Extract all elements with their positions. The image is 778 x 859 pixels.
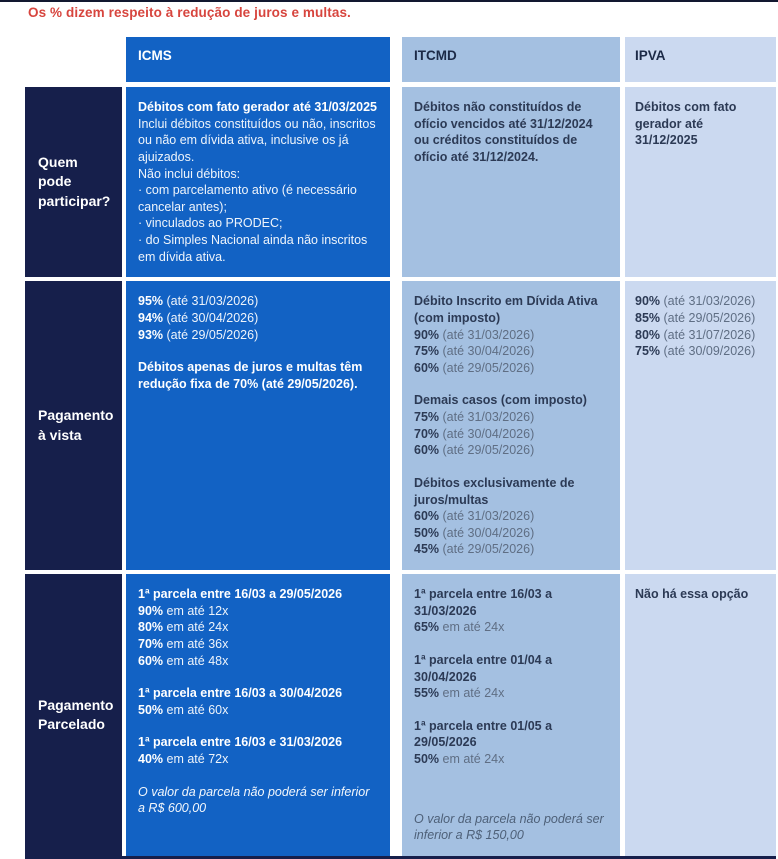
tax-comparison-table	[25, 37, 776, 856]
text-run: 50%	[414, 525, 440, 540]
table-row	[25, 574, 776, 856]
text-run: Inclui débitos constituídos ou não, inscritos ou não em dívida ativa, inclusive os já ajuizados.	[138, 116, 376, 164]
text-line	[635, 99, 768, 149]
text-line	[138, 293, 378, 310]
text-run: 1ª parcela entre 01/05 a 29/05/2026	[414, 718, 553, 750]
text-line	[414, 99, 608, 166]
text-line	[138, 636, 378, 653]
text-run: 93%	[138, 327, 164, 342]
column-header-itcmd: ITCMD	[402, 37, 620, 82]
text-run: Não há essa opção	[635, 587, 749, 601]
text-run: (até 30/04/2026)	[439, 426, 535, 441]
text-line	[138, 685, 378, 702]
text-run: 70%	[138, 636, 164, 651]
cell-ipva	[625, 87, 776, 277]
text-run: em até 48x	[163, 653, 229, 668]
text-run: 90%	[635, 294, 661, 309]
text-run: 70%	[414, 426, 440, 441]
text-run: 50%	[414, 752, 440, 766]
text-line	[414, 426, 608, 443]
text-run: (até 30/09/2026)	[660, 344, 756, 359]
text-line	[414, 392, 608, 409]
top-divider	[0, 0, 778, 2]
text-line	[414, 751, 608, 768]
header-row	[25, 37, 776, 82]
column-header-icms: ICMS	[126, 37, 390, 82]
text-run: (até 31/03/2026)	[439, 410, 535, 424]
text-run: 50%	[138, 702, 164, 717]
text-run: em até 24x	[163, 620, 229, 635]
text-run: 95%	[138, 294, 164, 309]
text-line	[635, 310, 768, 327]
text-run: Débitos com fato gerador até 31/03/2025	[138, 100, 377, 114]
text-line	[635, 293, 768, 310]
text-run: em até 60x	[163, 702, 229, 717]
line-spacer	[138, 718, 378, 734]
text-run: 1ª parcela entre 16/03 a 29/05/2026	[138, 587, 343, 601]
line-spacer	[414, 702, 608, 718]
cell-ipva	[625, 574, 776, 856]
text-run: em até 24x	[439, 620, 505, 635]
line-spacer	[138, 669, 378, 685]
row-label	[25, 87, 122, 277]
text-run: 65%	[414, 620, 440, 635]
text-run: 60%	[414, 509, 440, 524]
text-line	[414, 525, 608, 542]
text-line	[414, 409, 608, 426]
text-line	[414, 685, 608, 702]
cell-itcmd	[402, 87, 620, 277]
text-run: 75%	[635, 344, 661, 359]
cell-itcmd	[402, 281, 620, 570]
text-run: 40%	[138, 752, 164, 766]
text-run: (até 29/05/2026)	[660, 310, 756, 325]
text-line	[138, 586, 378, 603]
text-run: 85%	[635, 310, 661, 325]
text-line	[138, 215, 378, 232]
text-run: 45%	[414, 542, 440, 557]
table-row	[25, 281, 776, 570]
line-spacer	[138, 343, 378, 359]
cell-ipva	[625, 281, 776, 570]
text-line	[414, 442, 608, 459]
text-line	[138, 232, 378, 265]
text-run: (até 29/05/2026)	[439, 360, 535, 375]
text-run: (até 29/05/2026)	[163, 327, 259, 342]
text-line	[138, 653, 378, 670]
text-line	[414, 586, 608, 619]
text-line	[138, 166, 378, 183]
text-run: Débitos com fato gerador até 31/12/2025	[635, 100, 737, 148]
text-run: (até 31/03/2026)	[163, 294, 259, 309]
row-label-text: Pagamento Parcelado	[38, 696, 114, 732]
text-run: (até 29/05/2026)	[439, 443, 535, 458]
text-run: · do Simples Nacional ainda não inscritos em dívida ativa.	[138, 233, 368, 264]
text-line	[138, 784, 378, 817]
text-line	[414, 541, 608, 558]
text-run: Débito Inscrito em Dívida Ativa (com imposto)	[414, 294, 598, 325]
row-label-text: Quem pode participar?	[38, 154, 111, 209]
text-run: (até 29/05/2026)	[439, 542, 535, 557]
text-line	[414, 652, 608, 685]
text-line	[138, 310, 378, 327]
text-line	[414, 293, 608, 326]
text-run: Não inclui débitos:	[138, 166, 241, 181]
text-run: 80%	[635, 327, 661, 342]
text-run: (até 30/04/2026)	[439, 344, 535, 359]
text-line	[138, 734, 378, 751]
line-spacer	[414, 636, 608, 652]
text-run: 94%	[138, 310, 164, 325]
text-run: Débitos apenas de juros e multas têm redução fixa de 70% (até 29/05/2026).	[138, 360, 363, 391]
text-line	[414, 327, 608, 344]
text-line	[635, 327, 768, 344]
text-line	[138, 327, 378, 344]
text-line	[138, 603, 378, 620]
text-run: 1ª parcela entre 16/03 a 30/04/2026	[138, 686, 343, 701]
cell-icms	[126, 87, 390, 277]
row-label	[25, 281, 122, 570]
text-line	[414, 508, 608, 525]
text-run: em até 72x	[163, 752, 229, 766]
cell-itcmd	[402, 574, 620, 856]
table-body	[25, 87, 776, 856]
text-run: 60%	[414, 360, 440, 375]
text-run: (até 31/03/2026)	[439, 509, 535, 524]
text-run: 90%	[138, 603, 164, 618]
text-run: Demais casos (com imposto)	[414, 393, 587, 408]
cell-icms	[126, 574, 390, 856]
row-label-text: Pagamento à vista	[38, 407, 114, 443]
text-run: (até 30/04/2026)	[163, 310, 259, 325]
header-empty-cell	[25, 37, 122, 82]
text-line	[414, 360, 608, 377]
column-header-ipva: IPVA	[625, 37, 776, 82]
text-run: · com parcelamento ativo (é necessário cancelar antes);	[138, 183, 357, 214]
text-line	[138, 751, 378, 768]
text-run: Débitos exclusivamente de juros/multas	[414, 475, 575, 507]
text-line	[138, 116, 378, 166]
text-run: 90%	[414, 327, 440, 342]
text-line	[414, 475, 608, 508]
text-line	[138, 619, 378, 636]
row-label	[25, 574, 122, 856]
text-run: 1ª parcela entre 01/04 a 30/04/2026	[414, 652, 553, 684]
text-run: O valor da parcela não poderá ser inferior a R$ 600,00	[138, 784, 370, 816]
text-line	[414, 811, 608, 844]
text-run: · vinculados ao PRODEC;	[138, 216, 283, 231]
text-run: 55%	[414, 686, 440, 701]
text-run: Débitos não constituídos de ofício vencidos até 31/12/2024 ou créditos constituídos de ofício até 31/12/2024.	[414, 100, 593, 164]
text-run: O valor da parcela não poderá ser inferior a R$ 150,00	[414, 811, 604, 843]
text-line	[414, 619, 608, 636]
text-line	[635, 343, 768, 360]
text-line	[138, 359, 378, 392]
text-line	[635, 586, 768, 603]
text-run: 1ª parcela entre 16/03 e 31/03/2026	[138, 735, 343, 750]
text-run: em até 24x	[439, 752, 505, 766]
text-run: em até 12x	[163, 603, 229, 618]
text-run: 60%	[414, 443, 440, 458]
line-spacer	[414, 459, 608, 475]
text-run: 60%	[138, 653, 164, 668]
text-run: em até 24x	[439, 686, 505, 701]
text-run: (até 31/07/2026)	[660, 327, 756, 342]
text-line	[138, 182, 378, 215]
text-run: 80%	[138, 620, 164, 635]
text-run: em até 36x	[163, 636, 229, 651]
cell-icms	[126, 281, 390, 570]
text-line	[138, 99, 378, 116]
text-run: (até 30/04/2026)	[439, 525, 535, 540]
line-spacer	[138, 768, 378, 784]
table-row	[25, 87, 776, 277]
text-run: 75%	[414, 344, 440, 359]
text-run: 75%	[414, 410, 440, 424]
text-run: 1ª parcela entre 16/03 a 31/03/2026	[414, 587, 553, 618]
text-run: (até 31/03/2026)	[660, 294, 756, 309]
page-title: Os % dizem respeito à redução de juros e multas.	[28, 5, 351, 20]
text-run: (até 31/03/2026)	[439, 327, 535, 342]
text-line	[414, 343, 608, 360]
text-line	[138, 702, 378, 719]
line-spacer	[414, 376, 608, 392]
text-line	[414, 718, 608, 751]
